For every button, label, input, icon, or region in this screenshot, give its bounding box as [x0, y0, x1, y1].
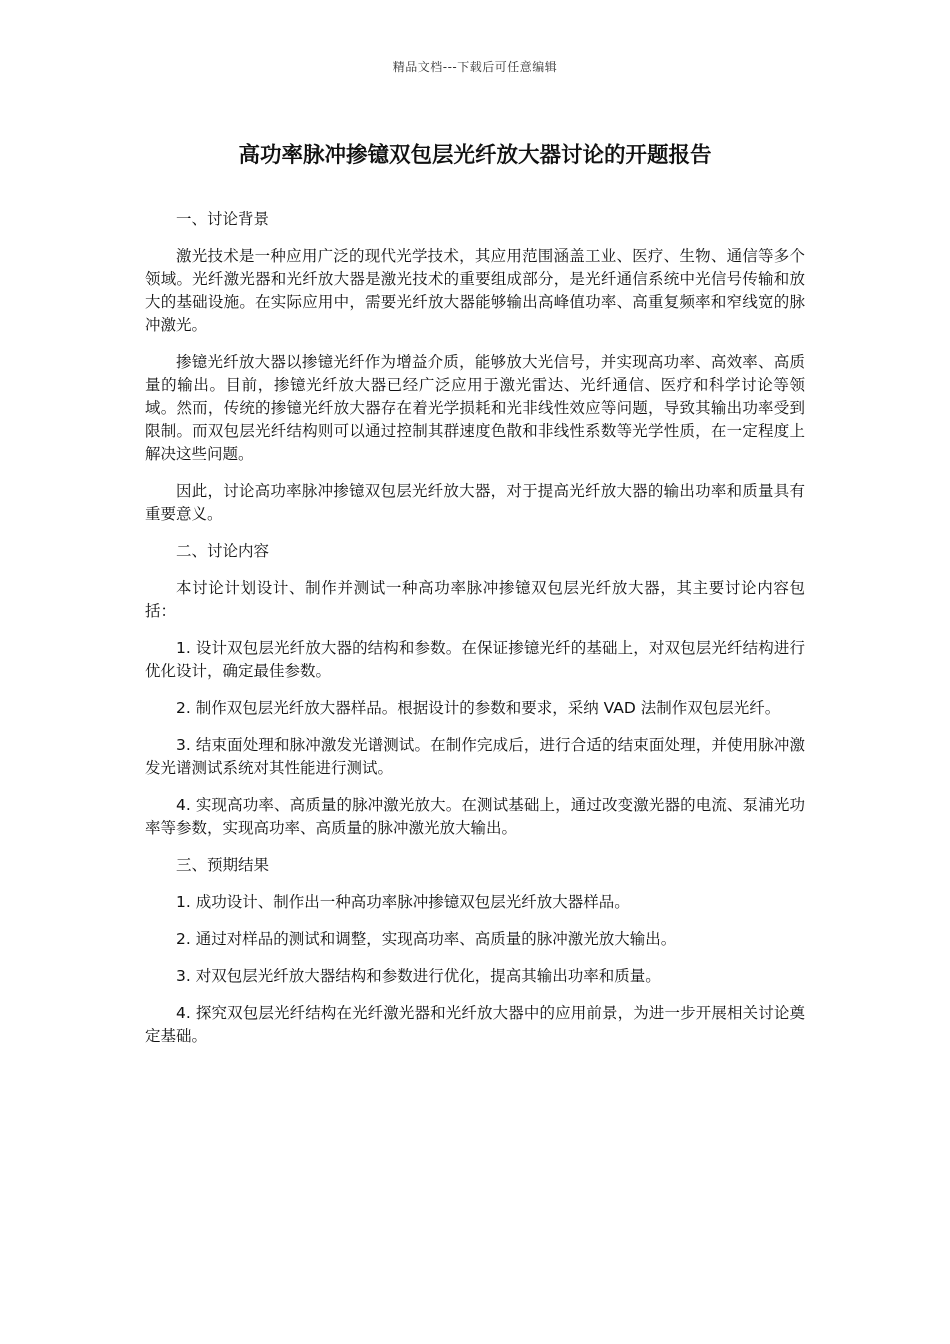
- list-item: 2. 通过对样品的测试和调整，实现高功率、高质量的脉冲激光放大输出。: [176, 930, 677, 948]
- section-heading-background: 一、讨论背景: [176, 210, 270, 228]
- document-title: 高功率脉冲掺镱双包层光纤放大器讨论的开题报告: [238, 143, 712, 168]
- list-item: 1. 设计双包层光纤放大器的结构和参数。在保证掺镱光纤的基础上，对双包层光纤结构进行优化设计，确定最佳参数。: [145, 639, 805, 680]
- list-item: 4. 探究双包层光纤结构在光纤激光器和光纤放大器中的应用前景，为进一步开展相关讨论奠定基础。: [145, 1004, 805, 1045]
- paragraph: 本讨论计划设计、制作并测试一种高功率脉冲掺镱双包层光纤放大器，其主要讨论内容包括：: [145, 579, 805, 620]
- document-body: [145, 208, 805, 1062]
- section-heading-results: 三、预期结果: [176, 856, 270, 874]
- paragraph: 激光技术是一种应用广泛的现代光学技术，其应用范围涵盖工业、医疗、生物、通信等多个领域。光纤激光器和光纤放大器是激光技术的重要组成部分，是光纤通信系统中光信号传输和放大的基础设施。在实际应用中，需要光纤放大器能够输出高峰值功率、高重复频率和窄线宽的脉冲激光。: [145, 247, 805, 334]
- paragraph: 掺镱光纤放大器以掺镱光纤作为增益介质，能够放大光信号，并实现高功率、高效率、高质量的输出。目前，掺镱光纤放大器已经广泛应用于激光雷达、光纤通信、医疗和科学讨论等领域。然而，传统的掺镱光纤放大器存在着光学损耗和光非线性效应等问题，导致其输出功率受到限制。而双包层光纤结构则可以通过控制其群速度色散和非线性系数等光学性质，在一定程度上解决这些问题。: [145, 353, 805, 463]
- list-item: 4. 实现高功率、高质量的脉冲激光放大。在测试基础上，通过改变激光器的电流、泵浦光功率等参数，实现高功率、高质量的脉冲激光放大输出。: [145, 796, 805, 837]
- paragraph: 因此，讨论高功率脉冲掺镱双包层光纤放大器，对于提高光纤放大器的输出功率和质量具有重要意义。: [145, 482, 805, 523]
- list-item: 3. 对双包层光纤放大器结构和参数进行优化，提高其输出功率和质量。: [176, 967, 661, 985]
- list-item: 2. 制作双包层光纤放大器样品。根据设计的参数和要求，采纳 VAD 法制作双包层光纤。: [176, 699, 781, 717]
- section-heading-content: 二、讨论内容: [176, 542, 270, 560]
- list-item: 1. 成功设计、制作出一种高功率脉冲掺镱双包层光纤放大器样品。: [176, 893, 630, 911]
- list-item: 3. 结束面处理和脉冲激发光谱测试。在制作完成后，进行合适的结束面处理，并使用脉冲激发光谱测试系统对其性能进行测试。: [145, 736, 805, 777]
- header-note: 精品文档---下载后可任意编辑: [392, 60, 558, 74]
